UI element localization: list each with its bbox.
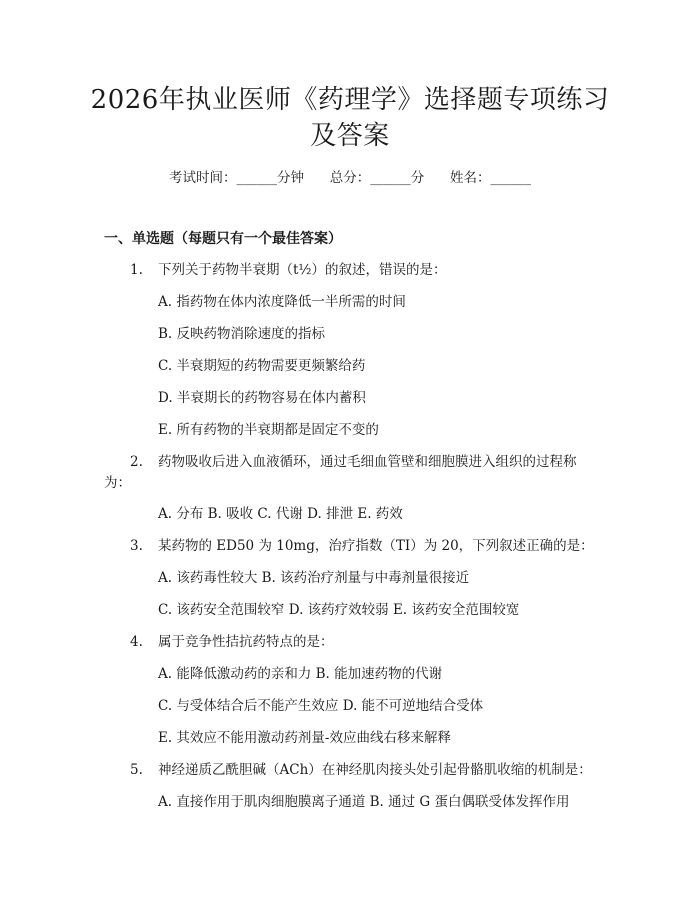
question-4-options-row1: A. 能降低激动药的亲和力 B. 能加速药物的代谢 [158,666,443,682]
question-3: 3. 某药物的 ED50 为 10mg，治疗指数（TI）为 20，下列叙述正确的是： [130,538,594,554]
question-1-option-a: A. 指药物在体内浓度降低一半所需的时间 [158,294,406,310]
exam-name: 姓名：______ [450,170,531,186]
question-1-option-c: C. 半衰期短的药物需要更频繁给药 [158,358,366,374]
question-3-options-row2: C. 该药安全范围较窄 D. 该药疗效较弱 E. 该药安全范围较宽 [158,602,520,618]
question-1-option-e: E. 所有药物的半衰期都是固定不变的 [158,422,379,438]
question-1: 1. 下列关于药物半衰期（t½）的叙述，错误的是： [130,262,447,278]
question-4-options-row3: E. 其效应不能用激动药剂量-效应曲线右移来解释 [158,730,451,746]
exam-info [0,168,700,188]
exam-time: 考试时间：______分钟 [169,170,304,186]
question-3-options-row1: A. 该药毒性较大 B. 该药治疗剂量与中毒剂量很接近 [158,570,470,586]
question-2-options: A. 分布 B. 吸收 C. 代谢 D. 排泄 E. 药效 [158,506,403,522]
question-5-options-row1: A. 直接作用于肌肉细胞膜离子通道 B. 通过 G 蛋白偶联受体发挥作用 [158,794,570,810]
question-2: 2. 药物吸收后进入血液循环，通过毛细血管壁和细胞膜进入组织的过程称 [130,454,577,470]
question-2-continuation: 为： [104,475,131,491]
question-4-options-row2: C. 与受体结合后不能产生效应 D. 能不可逆地结合受体 [158,698,484,714]
question-4: 4. 属于竞争性拮抗药特点的是： [130,634,334,650]
document-title-line2: 及答案 [310,121,390,151]
question-1-option-d: D. 半衰期长的药物容易在体内蓄积 [158,390,366,406]
question-1-option-b: B. 反映药物消除速度的指标 [158,326,326,342]
question-5: 5. 神经递质乙酰胆碱（ACh）在神经肌肉接头处引起骨骼肌收缩的机制是： [130,762,592,778]
section-heading: 一、单选题（每题只有一个最佳答案） [104,231,342,247]
document-title-line1: 2026年执业医师《药理学》选择题专项练习 [90,85,610,115]
exam-score: 总分：______分 [329,170,425,186]
